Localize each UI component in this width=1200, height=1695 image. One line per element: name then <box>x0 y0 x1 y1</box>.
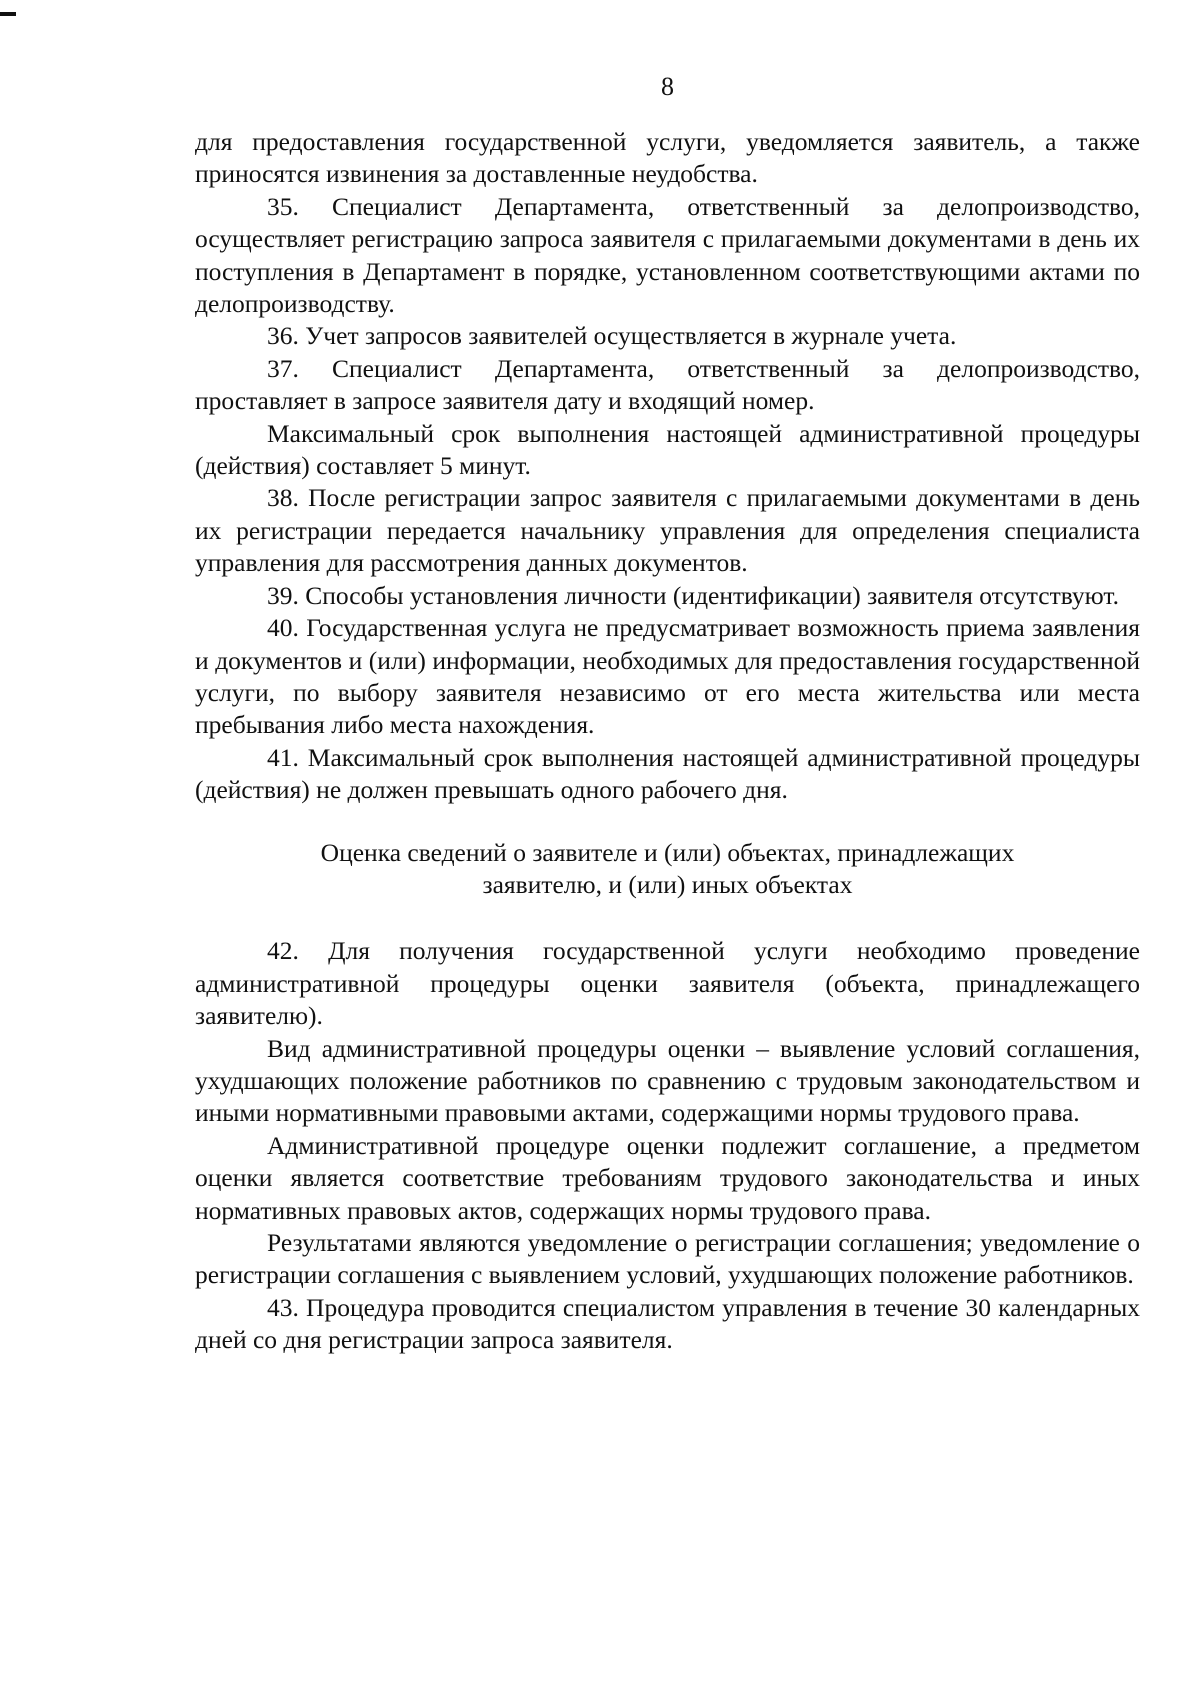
paragraph-38: 38. После регистрации запрос заявителя с прилагаемыми документами в день их регистрации передается начальнику управления для определения специалиста управления для рассмотрения данных документов. <box>195 483 1140 578</box>
section-heading-line-2: заявителю, и (или) иных объектах <box>482 869 853 899</box>
paragraph-39: 39. Способы установления личности (идентификации) заявителя отсутствуют. <box>267 580 1119 610</box>
paragraph-37: 37. Специалист Департамента, ответственный за делопроизводство, проставляет в запросе заявителя дату и входящий номер. <box>195 353 1140 416</box>
paragraph-assessment-type: Вид административной процедуры оценки – выявление условий соглашения, ухудшающих положение работников по сравнению с трудовым законодательством и иными нормативными правовыми актами, содержащими нормы трудового права. <box>195 1033 1140 1128</box>
paragraph-37-max-term: Максимальный срок выполнения настоящей административной процедуры (действия) составляет 5 минут. <box>195 418 1140 481</box>
section-heading-line-1: Оценка сведений о заявителе и (или) объектах, принадлежащих <box>320 837 1015 867</box>
paragraph-41: 41. Максимальный срок выполнения настоящей административной процедуры (действия) не должен превышать одного рабочего дня. <box>195 742 1140 805</box>
section-heading <box>195 837 1140 902</box>
page-number: 8 <box>661 72 674 101</box>
document-body <box>195 126 1140 1357</box>
paragraph-continuation: для предоставления государственной услуги, уведомляется заявитель, а также приносятся извинения за доставленные неудобства. <box>195 127 1140 189</box>
paragraph-assessment-subject: Административной процедуре оценки подлежит соглашение, а предметом оценки является соответствие требованиям трудового законодательства и иных нормативных правовых актов, содержащих нормы трудового права. <box>195 1130 1140 1225</box>
paragraph-35: 35. Специалист Департамента, ответственный за делопроизводство, осуществляет регистрацию запроса заявителя с прилагаемыми документами в день их поступления в Департамент в порядке, установленном соответствующими актами по делопроизводству. <box>195 191 1140 319</box>
paragraph-36: 36. Учет запросов заявителей осуществляется в журнале учета. <box>267 321 957 351</box>
paragraph-results: Результатами являются уведомление о регистрации соглашения; уведомление о регистрации соглашения с выявлением условий, ухудшающих положение работников. <box>195 1228 1140 1290</box>
paragraph-43: 43. Процедура проводится специалистом управления в течение 30 календарных дней со дня регистрации запроса заявителя. <box>195 1292 1140 1355</box>
paragraph-40: 40. Государственная услуга не предусматривает возможность приема заявления и документов и (или) информации, необходимых для предоставления государственной услуги, по выбору заявителя независимо от его места жительства или места пребывания либо места нахождения. <box>195 613 1140 740</box>
scan-edge-mark <box>0 12 16 16</box>
paragraph-42: 42. Для получения государственной услуги необходимо проведение административной процедуры оценки заявителя (объекта, принадлежащего заявителю). <box>195 936 1140 1031</box>
